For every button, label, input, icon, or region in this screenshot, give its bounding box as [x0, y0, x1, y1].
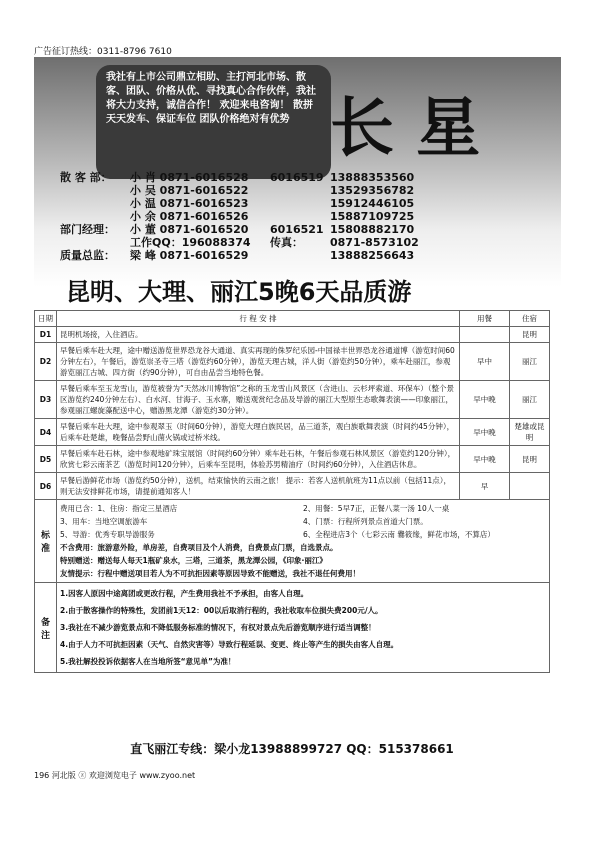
- day-cell: D5: [35, 446, 57, 473]
- contact-cell: 工作QQ：196088374: [130, 236, 251, 249]
- table-row: [35, 381, 550, 419]
- contact-cell: 13888256643: [330, 249, 415, 262]
- fees-row: [35, 500, 550, 583]
- note-item: 1.因客人原因中途离团或更改行程，产生费用我社不予承担，由客人自理。: [60, 589, 309, 598]
- hotline: 广告征订热线：0311-8796 7610: [34, 47, 172, 57]
- day-cell: D2: [35, 343, 57, 381]
- itinerary-cell: 早餐后乘车赴大理，途中参观翠玉（时间60分钟），游览大理白族民居，品三道茶，观白族歌舞表演（时间约45分钟），后乘车赴楚雄，晚餐品尝野山菌火锅或过桥米线。: [57, 419, 460, 446]
- note-item: 5.我社解投投诉依据客人在当地所签“意见单”为准！: [60, 657, 236, 666]
- footer-hotline: 直飞丽江专线：梁小龙13988899727 QQ：515378661: [130, 742, 454, 756]
- itinerary-table: [34, 310, 550, 673]
- contact-cell: 部门经理：: [60, 223, 115, 236]
- brand-logo: 长 星: [330, 92, 481, 166]
- stay-cell: 丽江: [510, 381, 550, 419]
- table-row: [35, 327, 550, 343]
- contact-cell: 6016521: [270, 223, 324, 236]
- table-row: [35, 343, 550, 381]
- contact-cell: 小 余 0871-6016526: [130, 210, 249, 223]
- contact-cell: 6016519: [270, 171, 324, 184]
- contact-cell: 散 客 部：: [60, 171, 112, 184]
- contact-cell: [270, 197, 330, 210]
- contact-cell: 质量总监：: [60, 249, 115, 262]
- notes-row: [35, 583, 550, 673]
- contact-row: [60, 236, 430, 249]
- day-cell: D3: [35, 381, 57, 419]
- fee-extra: 特别赠送：赠送每人每天1瓶矿泉水，三塔，三道茶，黑龙潭公园，《印象·丽江》: [60, 556, 327, 565]
- contact-cell: 15887109725: [330, 210, 415, 223]
- note-item: 2.由于散客操作的特殊性，发团前1天12：00以后取消行程的，我社收取车位损失费200元/人。: [60, 606, 383, 615]
- fees-cell: [57, 500, 550, 583]
- fee-item: 费用已含：1、住房：指定三星酒店: [60, 504, 178, 513]
- contact-row: [60, 223, 430, 236]
- contact-cell: [270, 249, 330, 262]
- contact-row: [60, 184, 430, 197]
- fee-item: 4、门票：行程所列景点首道大门票。: [303, 517, 428, 526]
- itinerary-cell: 早餐后乘车赴石林，途中参观地矿珠宝展馆（时间约60分钟）乘车赴石林，午餐后参观石林风景区（游览约120分钟），欣赏七彩云南茶艺（游览时间120分钟），后乘车至昆明，体验苏男精油疗（时间约60分钟），入住酒店休息。: [57, 446, 460, 473]
- contact-cell: [60, 184, 130, 197]
- itinerary-cell: 早餐后乘车赴大理，途中赠送游览世界恐龙谷大通道、真实再现的侏罗纪乐园-中国禄丰世界恐龙谷通道博（游览时间60分钟左右），午餐后，游览崇圣寺三塔（游览约60分钟），游览天理古城，洋人街（游览约50分钟），乘车赴丽江，参观游览丽江古城、四方街（约90分钟），可自由品尝当地特色餐。: [57, 343, 460, 381]
- hero-banner: [34, 57, 561, 287]
- contact-cell: 传真：: [270, 236, 303, 249]
- contact-cell: 小 肖 0871-6016528: [130, 171, 249, 184]
- note-item: 3.我社在不减少游览景点和不降低服务标准的情况下，有权对景点先后游览顺序进行适当调整！: [60, 623, 376, 632]
- contact-row: [60, 210, 430, 223]
- stay-cell: 昆明: [510, 446, 550, 473]
- contact-cell: 13888353560: [330, 171, 415, 184]
- note-item: 4.由于人力不可抗拒因素（天气、自然灾害等）导致行程延误、变更、终止等产生的损失由客人自理。: [60, 640, 399, 649]
- itinerary-cell: 昆明机场接，入住酒店。: [57, 327, 460, 343]
- header-date: 日期: [35, 311, 57, 327]
- fee-extra: 友情提示：行程中赠送项目若人为不可抗拒因素等原因导致不能赠送，我社不退任何费用！: [60, 569, 360, 578]
- header-stay: 住宿: [510, 311, 550, 327]
- meal-cell: 早中: [460, 343, 510, 381]
- contact-cell: [60, 210, 130, 223]
- table-row: [35, 473, 550, 500]
- stay-cell: 楚雄或昆明: [510, 419, 550, 446]
- contact-cell: [60, 197, 130, 210]
- contact-cell: 小 温 0871-6016523: [130, 197, 249, 210]
- meal-cell: [460, 327, 510, 343]
- stay-cell: [510, 473, 550, 500]
- contact-cell: 15808882170: [330, 223, 415, 236]
- meal-cell: 早中晚: [460, 381, 510, 419]
- fees-label: 标准: [35, 500, 57, 583]
- table-row: [35, 419, 550, 446]
- contact-cell: 0871-8573102: [330, 236, 419, 249]
- table-header-row: [35, 311, 550, 327]
- header-itinerary: 行 程 安 排: [57, 311, 460, 327]
- fee-item: 3、用车：当地空调旅游车: [60, 517, 148, 526]
- notes-cell: [57, 583, 550, 673]
- stay-cell: 昆明: [510, 327, 550, 343]
- contact-cell: 梁 峰 0871-6016529: [130, 249, 249, 262]
- stay-cell: 丽江: [510, 343, 550, 381]
- contacts-block: [60, 171, 430, 262]
- page-footer: 196 河北版 ⓩ 欢迎浏览电子 www.zyoo.net: [34, 771, 196, 780]
- intro-box: 我社有上市公司鼎立相助、主打河北市场、散客、团队、价格从优、寻找真心合作伙伴，我社将大力支持，诚信合作！ 欢迎来电咨询！ 散拼天天发车、保证车位 团队价格绝对有优势: [96, 65, 331, 179]
- contact-cell: [60, 236, 130, 249]
- header-meal: 用餐: [460, 311, 510, 327]
- contact-row: [60, 249, 430, 262]
- fee-item: 5、导游：优秀专职导游服务: [60, 530, 155, 539]
- contact-cell: 小 吴 0871-6016522: [130, 184, 249, 197]
- fee-item: 6、全程进店3个（七彩云南 爨筱缘，鲜花市场，不算店）: [303, 530, 495, 539]
- itinerary-cell: 早餐后乘车至玉龙雪山，游览被誉为“天然冰川博物馆”之称的玉龙雪山风景区（含进山、云杉坪索道、环保车）（整个景区游览约240分钟左右）、白水河、甘海子、玉水寨，赠送观赏纪念品及导游的丽江大型原生态歌舞表演——印象丽江，参观丽江螺旋藻配送中心，赠游黑龙潭（游览约30分钟）。: [57, 381, 460, 419]
- meal-cell: 早中晚: [460, 446, 510, 473]
- day-cell: D6: [35, 473, 57, 500]
- notes-label: 备注: [35, 583, 57, 673]
- day-cell: D4: [35, 419, 57, 446]
- contact-row: [60, 197, 430, 210]
- fee-item: 2、用餐：5早7正，正餐八菜一汤 10人一桌: [303, 504, 450, 513]
- meal-cell: 早中晚: [460, 419, 510, 446]
- itinerary-cell: 早餐后游鲜花市场（游览约50分钟），送机，结束愉快的云南之旅！ 提示：若客人送机航班为11点以前（包括11点），则无法安排鲜花市场，请提前通知客人！: [57, 473, 460, 500]
- day-cell: D1: [35, 327, 57, 343]
- contact-cell: 小 董 0871-6016520: [130, 223, 249, 236]
- contact-row: [60, 171, 430, 184]
- contact-cell: 13529356782: [330, 184, 415, 197]
- contact-cell: [270, 210, 330, 223]
- meal-cell: 早: [460, 473, 510, 500]
- fee-extra: 不含费用：旅游意外险，单房差，自费项目及个人消费，自费景点门票，自选景点。: [60, 543, 338, 552]
- table-row: [35, 446, 550, 473]
- page-title: 昆明、大理、丽江5晚6天品质游: [66, 278, 412, 306]
- contact-cell: 15912446105: [330, 197, 415, 210]
- contact-cell: [270, 184, 330, 197]
